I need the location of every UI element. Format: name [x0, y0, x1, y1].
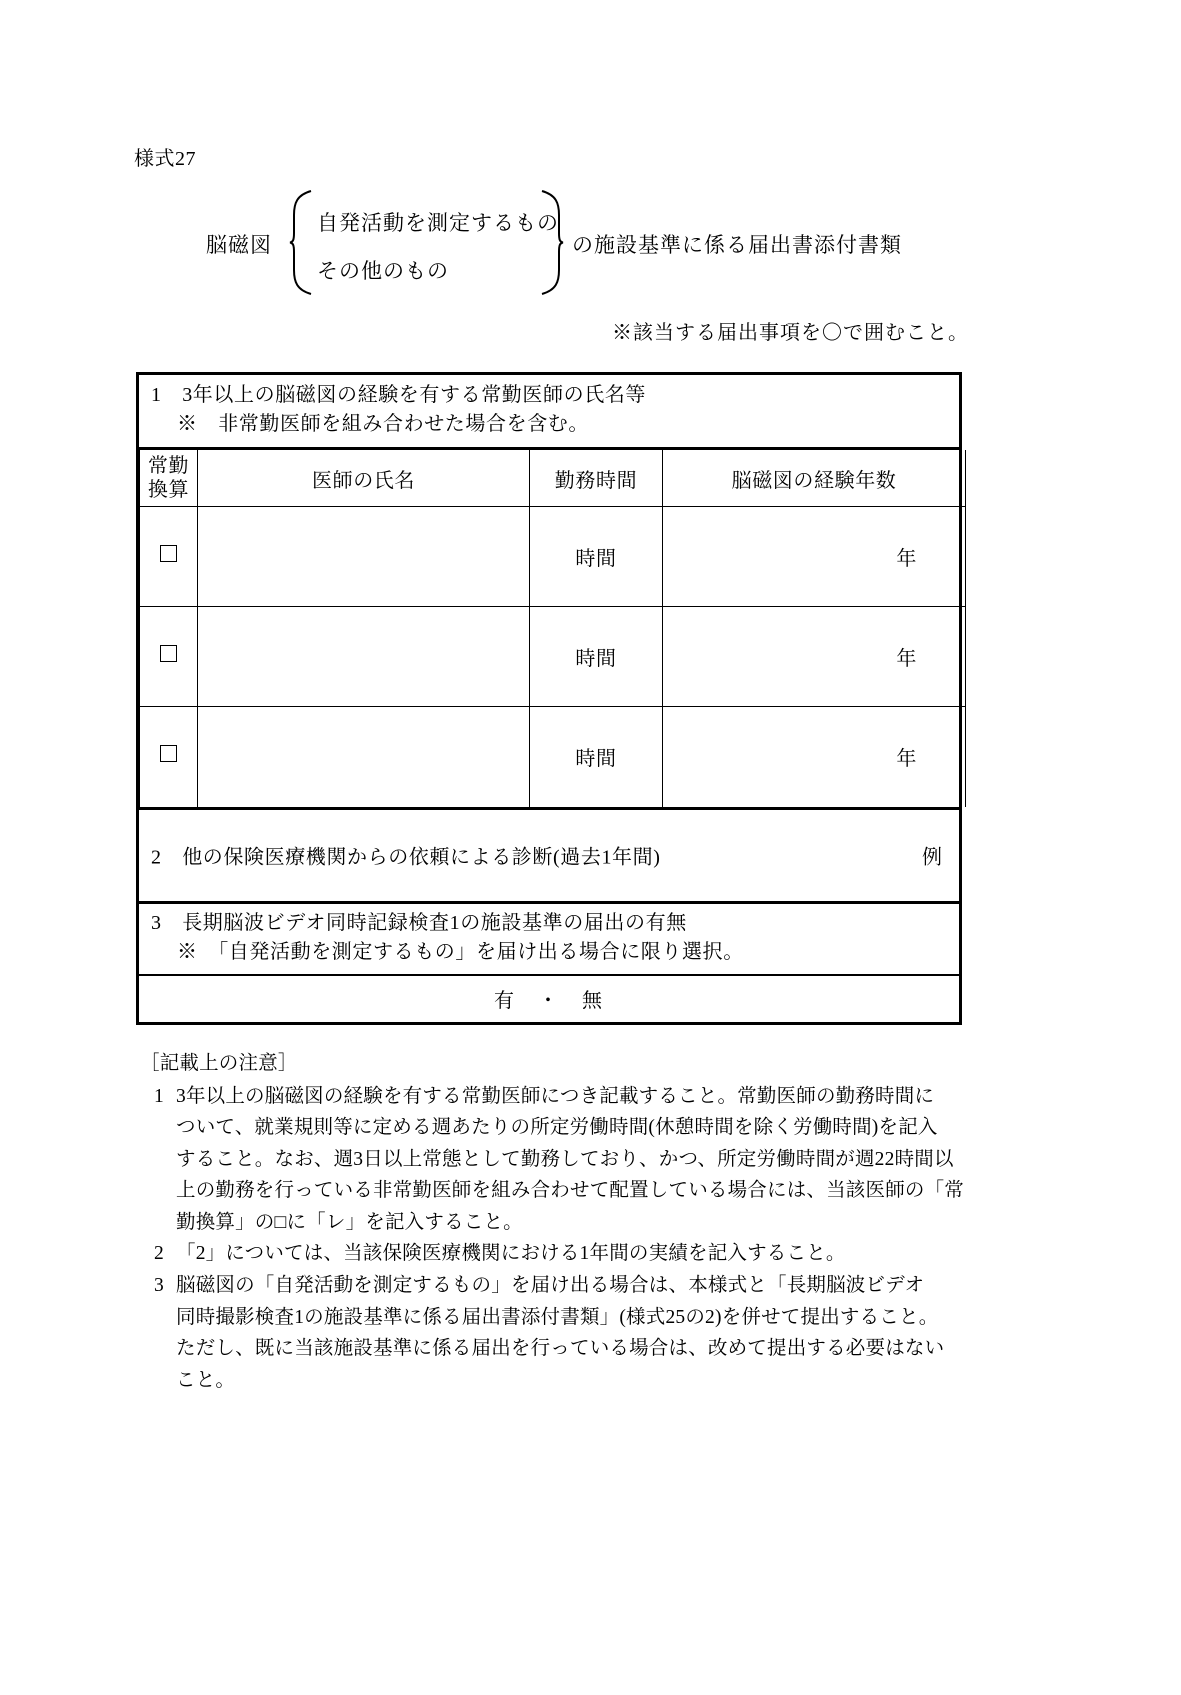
note-body — [176, 1270, 1020, 1396]
section3-header — [139, 904, 959, 976]
form-table — [136, 372, 962, 1025]
section1-heading: 1 3年以上の脳磁図の経験を有する常勤医師の氏名等 — [151, 384, 646, 406]
note-line: 同時撮影検査1の施設基準に係る届出書添付書類」(様式25の2)を併せて提出すること。 — [176, 1306, 939, 1328]
section3-heading: 3 長期脳波ビデオ同時記録検査1の施設基準の届出の有無 — [151, 911, 687, 934]
doctor-name-cell[interactable] — [198, 507, 530, 607]
column-header-fulltime-conversion — [140, 450, 198, 507]
table-row — [140, 707, 966, 807]
notes-title: ［記載上の注意］ — [140, 1053, 298, 1074]
note-line: 脳磁図の「自発活動を測定するもの」を届け出る場合は、本様式と「長期脳波ビデオ — [176, 1275, 925, 1297]
section2-label: 2 他の保険医療機関からの依頼による診断(過去1年間) — [151, 846, 661, 869]
choice-separator: ・ — [538, 990, 560, 1012]
column-header-experience-years: 脳磁図の経験年数 — [663, 450, 966, 507]
column-header-doctor-name: 医師の氏名 — [198, 450, 530, 507]
experience-years-cell[interactable]: 年 — [663, 707, 966, 807]
note-line: 上の勤務を行っている非常勤医師を組み合わせて配置している場合には、当該医師の「常 — [176, 1180, 965, 1202]
form-number: 様式27 — [134, 148, 196, 170]
note-line: こと。 — [176, 1369, 236, 1391]
doctors-table — [139, 450, 966, 807]
column-header-working-hours: 勤務時間 — [530, 450, 663, 507]
note-number: 2 — [154, 1243, 164, 1265]
working-hours-cell[interactable]: 時間 — [530, 507, 663, 607]
section3-note: ※ 「自発活動を測定するもの」を届け出る場合に限り選択。 — [177, 940, 744, 963]
checkbox-icon[interactable] — [160, 545, 177, 562]
fulltime-conversion-cell[interactable] — [140, 707, 198, 807]
form-title-tail: の施設基準に係る届出書添付書類 — [572, 233, 902, 257]
section3-choice-row — [139, 976, 959, 1022]
note-number: 3 — [154, 1275, 164, 1297]
note-number: 1 — [154, 1085, 164, 1107]
form-subject: 脳磁図 — [206, 233, 272, 257]
form-title-row — [134, 185, 1034, 300]
section2-referral-diagnosis[interactable] — [139, 807, 959, 904]
note-line: ついて、就業規則等に定める週あたりの所定労働時間(休憩時間を除く労働時間)を記入 — [176, 1117, 938, 1139]
working-hours-cell[interactable]: 時間 — [530, 607, 663, 707]
note-line: すること。なお、週3日以上常態として勤務しており、かつ、所定労働時間が週22時間以 — [176, 1148, 954, 1170]
checkbox-icon[interactable] — [160, 745, 177, 762]
doctor-name-cell[interactable] — [198, 607, 530, 707]
note-line: 3年以上の脳磁図の経験を有する常勤医師につき記載すること。常勤医師の勤務時間に — [176, 1085, 935, 1107]
checkbox-icon[interactable] — [160, 645, 177, 662]
table-row — [140, 507, 966, 607]
column-header-fulltime-conversion-line1: 常勤 — [147, 455, 190, 477]
experience-years-cell[interactable]: 年 — [663, 507, 966, 607]
table-row — [140, 607, 966, 707]
doctors-table-header-row — [140, 450, 966, 507]
note-line: ただし、既に当該施設基準に係る届出を行っている場合は、改めて提出する必要はない — [176, 1338, 945, 1360]
column-header-fulltime-conversion-line2: 換算 — [147, 479, 190, 501]
note-line: 勤換算」の□に「レ」を記入すること。 — [176, 1211, 523, 1233]
experience-years-cell[interactable]: 年 — [663, 607, 966, 707]
notes-section — [140, 1048, 1020, 1396]
working-hours-cell[interactable]: 時間 — [530, 707, 663, 807]
doctor-name-cell[interactable] — [198, 707, 530, 807]
note-body — [176, 1238, 1020, 1270]
circle-applicable-note: ※該当する届出事項を〇で囲むこと。 — [612, 322, 969, 344]
note-body — [176, 1081, 1020, 1239]
choice-no[interactable]: 無 — [582, 990, 604, 1012]
section2-unit: 例 — [922, 846, 942, 869]
fulltime-conversion-cell[interactable] — [140, 507, 198, 607]
note-item — [140, 1270, 1020, 1396]
option-brace-group — [289, 185, 564, 300]
note-line: 「2」については、当該保険医療機関における1年間の実績を記入すること。 — [176, 1243, 846, 1265]
note-item — [140, 1081, 1020, 1239]
fulltime-conversion-cell[interactable] — [140, 607, 198, 707]
section1-note: ※ 非常勤医師を組み合わせた場合を含む。 — [177, 413, 589, 435]
section1-header — [139, 375, 959, 450]
option-other[interactable]: その他のもの — [317, 259, 449, 283]
note-item — [140, 1238, 1020, 1270]
option-measure-spontaneous-activity[interactable]: 自発活動を測定するもの — [317, 211, 559, 235]
choice-yes[interactable]: 有 — [494, 990, 516, 1012]
